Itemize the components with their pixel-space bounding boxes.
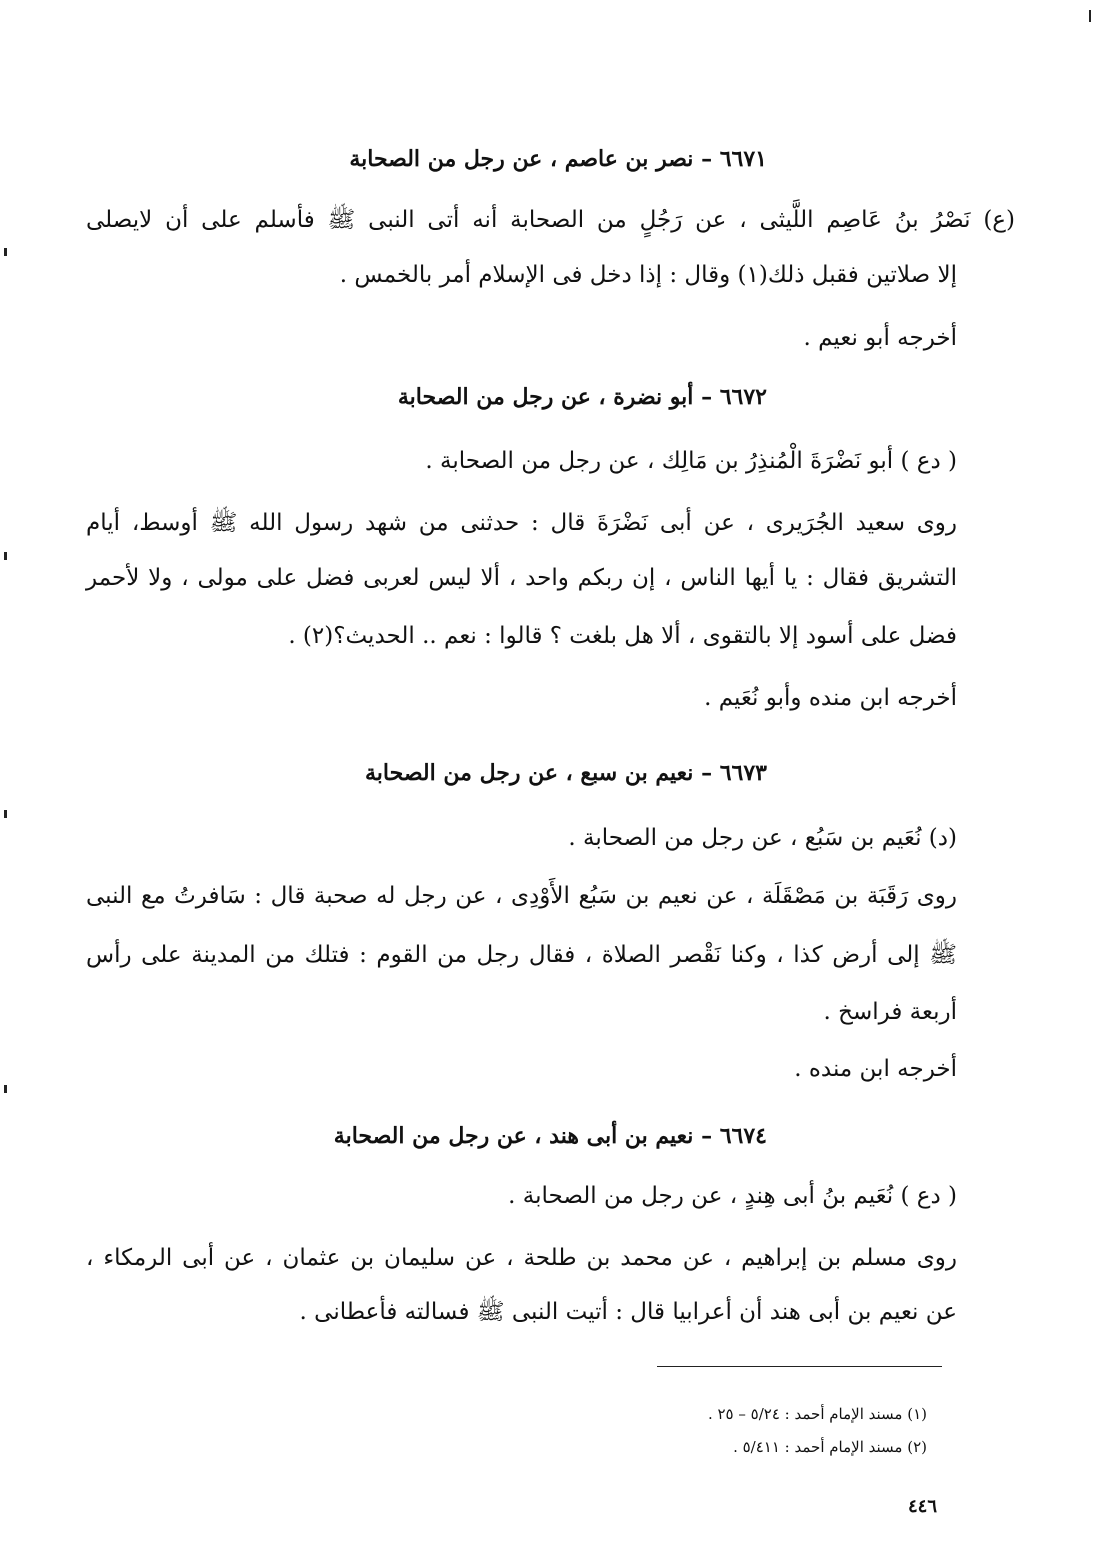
entry-6674-line-1: ( دع ) نُعَيم بنُ أبى هِندٍ ، عن رجل من الصحابة .: [508, 1183, 957, 1209]
scan-mark: [4, 810, 7, 818]
entry-6673-attribution: أخرجه ابن منده .: [794, 1056, 957, 1082]
scan-mark: [4, 552, 7, 560]
footnote-separator: [657, 1366, 942, 1367]
entry-heading-6673: ٦٦٧٣ – نعيم بن سبع ، عن رجل من الصحابة: [365, 760, 767, 786]
entry-6673-line-1: (د) نُعَيم بن سَبُع ، عن رجل من الصحابة .: [568, 825, 957, 851]
entry-6671-attribution: أخرجه أبو نعيم .: [803, 325, 957, 351]
scan-mark: [4, 248, 7, 256]
entry-6672-line-4: فضل على أسود إلا بالتقوى ، ألا هل بلغت ؟ قالوا : نعم .. الحديث؟(٢) .: [288, 623, 957, 649]
entry-heading-6674: ٦٦٧٤ – نعيم بن أبى هند ، عن رجل من الصحابة: [333, 1123, 767, 1149]
entry-6672-line-3: التشريق فقال : يا أيها الناس ، إن ربكم واحد ، ألا ليس لعربى فضل على مولى ، ولا لأحمر: [86, 565, 957, 591]
entry-6673-line-4: أربعة فراسخ .: [823, 999, 957, 1025]
footnote-2: (٢) مسند الإمام أحمد : ٥/٤١١ .: [733, 1438, 927, 1456]
footnote-1: (١) مسند الإمام أحمد : ٥/٢٤ – ٢٥ .: [707, 1405, 927, 1423]
entry-6673-line-2: روى رَقَبَة بن مَصْقَلَة ، عن نعيم بن سَبُع الأَوْدِى ، عن رجل له صحبة قال : سَافرتُ مع النبى: [86, 883, 957, 909]
entry-6672-line-1: ( دع ) أبو نَضْرَةَ الْمُنذِرُ بن مَالِك ، عن رجل من الصحابة .: [425, 448, 957, 474]
entry-6673-line-3: ﷺ إلى أرض كذا ، وكنا نَقْصر الصلاة ، فقال رجل من القوم : فتلك من المدينة على رأس: [86, 942, 957, 968]
entry-6672-attribution: أخرجه ابن منده وأبو نُعَيم .: [704, 685, 957, 711]
scan-mark: [4, 1085, 7, 1093]
entry-6671-line-1: (ع) نَصْرُ بنُ عَاصِم اللَّيثى ، عن رَجُلٍ من الصحابة أنه أتى النبى ﷺ فأسلم على أن لايصلى: [86, 207, 1015, 233]
entry-6671-line-2: إلا صلاتين فقبل ذلك(١) وقال : إذا دخل فى الإسلام أمر بالخمس .: [339, 262, 957, 288]
entry-6672-line-2: روى سعيد الجُرَيرى ، عن أبى نَضْرَةَ قال : حدثنى من شهد رسول الله ﷺ أوسط، أيام: [86, 510, 957, 536]
page-number: ٤٤٦: [907, 1496, 937, 1517]
entry-heading-6672: ٦٦٧٢ – أبو نضرة ، عن رجل من الصحابة: [397, 384, 767, 410]
entry-6674-line-3: عن نعيم بن أبى هند أن أعرابيا قال : أتيت النبى ﷺ فسالته فأعطانى .: [299, 1299, 957, 1325]
scan-mark: [1089, 10, 1091, 22]
entry-6674-line-2: روى مسلم بن إبراهيم ، عن محمد بن طلحة ، عن سليمان بن عثمان ، عن أبى الرمكاء ،: [86, 1245, 957, 1271]
entry-heading-6671: ٦٦٧١ – نصر بن عاصم ، عن رجل من الصحابة: [349, 146, 767, 172]
